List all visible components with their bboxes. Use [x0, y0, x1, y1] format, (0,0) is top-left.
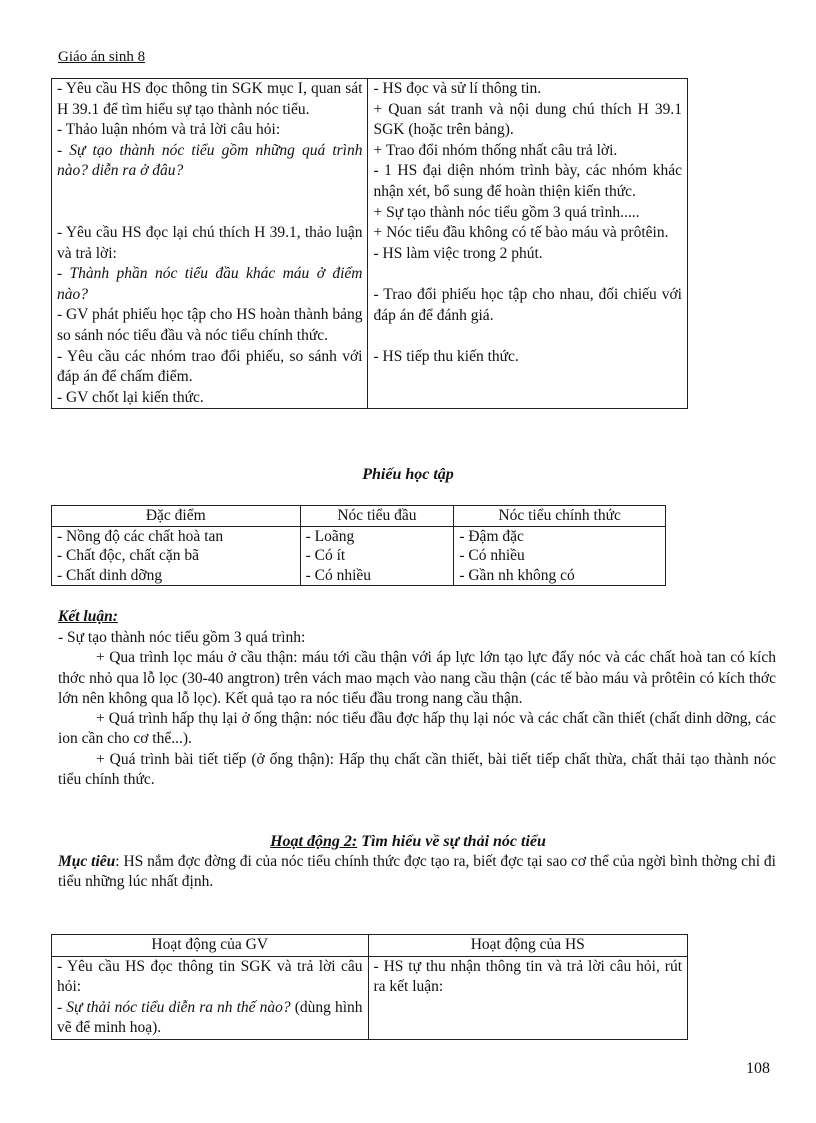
conclusion-label: Kết luận: — [58, 608, 118, 625]
hs-column — [368, 956, 688, 1039]
conclusion-item: + Quá trình hấp thụ lại ở ống thận: nóc tiểu đầu đợc hấp thụ lại nóc và các chất cần thiết (chất dinh dỡng, các ion cần cho cơ thể...). — [58, 710, 776, 748]
table-cell: - Có nhiều — [454, 546, 666, 566]
page-number: 108 — [746, 1060, 770, 1077]
hs-line: + Quan sát tranh và nội dung chú thích H 39.1 SGK (hoặc trên bảng). — [373, 100, 682, 139]
table-cell: - Đậm đặc — [454, 526, 666, 546]
worksheet-title: Phiếu học tập — [362, 466, 454, 483]
hs-line: - 1 HS đại diện nhóm trình bày, các nhóm khác nhận xét, bổ sung để hoàn thiện kiến thức. — [373, 162, 682, 200]
table-row — [52, 546, 666, 566]
gv-line: - Thảo luận nhóm và trả lời câu hỏi: — [57, 121, 281, 139]
table-cell: - Có ít — [300, 546, 454, 566]
gv-note: (dùng hình vẽ để minh hoạ). — [57, 998, 363, 1037]
hs-line: - HS đọc và sử lí thông tin. — [373, 80, 542, 97]
hs-line: - HS làm việc trong 2 phút. — [373, 244, 543, 262]
conclusion-item: + Quá trình bài tiết tiếp (ở ống thận): Hấp thụ chất cần thiết, bài tiết tiếp chất thừa, chất thải tạo thành nóc tiểu chính thức. — [58, 750, 776, 789]
activity-table-2 — [51, 934, 688, 1040]
col-header: Nóc tiểu chính thức — [454, 506, 666, 527]
objective-label: Mục tiêu — [58, 853, 116, 870]
gv-column — [52, 79, 368, 409]
hs-column — [368, 79, 688, 409]
gv-line: - Yêu cầu HS đọc lại chú thích H 39.1, thảo luận và trả lời: — [57, 223, 363, 262]
gv-line: - Yêu cầu các nhóm trao đổi phiếu, so sánh với đáp án để chấm điểm. — [57, 347, 363, 386]
conclusion-intro: - Sự tạo thành nóc tiểu gồm 3 quá trình: — [58, 629, 306, 646]
col-header: Hoạt động của HS — [368, 935, 688, 957]
objective — [58, 852, 776, 893]
activity-table-1 — [51, 78, 688, 409]
gv-question: - Sự thải nóc tiểu diễn ra nh thế nào? — [57, 998, 291, 1016]
gv-question: - Sự tạo thành nóc tiểu gồm những quá trình nào? diễn ra ở đâu? — [57, 141, 363, 180]
table-cell: - Loãng — [300, 526, 454, 546]
col-header: Hoạt động của GV — [52, 935, 369, 957]
table-cell: - Gần nh không có — [454, 566, 666, 586]
gv-column — [52, 956, 369, 1039]
table-row — [52, 566, 666, 586]
activity-2-label: Hoạt động 2: — [270, 833, 358, 850]
table-row — [52, 526, 666, 546]
conclusion-body — [58, 628, 776, 790]
hs-line: - Trao đổi phiếu học tập cho nhau, đối chiếu với đáp án để đánh giá. — [373, 285, 682, 324]
table-cell: - Có nhiều — [300, 566, 454, 586]
gv-line: - Yêu cầu HS đọc thông tin SGK và trả lời câu hỏi: — [57, 957, 363, 996]
worksheet-table — [51, 505, 666, 586]
conclusion-item: + Qua trình lọc máu ở cầu thận: máu tới cầu thận với áp lực lớn tạo lực đẩy nóc và các chất hoà tan có kích thớc nhỏ qua lỗ lọc (30-40 angtron) trên vách mao mạch vào nang cầu thận (các tế bào máu và prôtêin có kích thớc lớn nên không qua lỗ lọc). Kết quả tạo ra nóc tiểu đầu trong nang cầu thận. — [58, 649, 776, 707]
col-header: Nóc tiểu đầu — [300, 506, 454, 527]
hs-line: + Sự tạo thành nóc tiểu gồm 3 quá trình..... — [373, 203, 640, 221]
hs-line: - HS tiếp thu kiến thức. — [373, 347, 519, 365]
col-header: Đặc điểm — [52, 506, 301, 527]
gv-line: - GV chốt lại kiến thức. — [57, 388, 204, 406]
gv-question: - Thành phần nóc tiểu đầu khác máu ở điểm nào? — [57, 265, 363, 303]
table-cell: - Chất dinh dỡng — [52, 566, 301, 586]
hs-line: + Trao đổi nhóm thống nhất câu trả lời. — [373, 141, 618, 159]
gv-line: - Yêu cầu HS đọc thông tin SGK mục I, quan sát H 39.1 để tìm hiểu sự tạo thành nóc tiểu. — [57, 80, 363, 118]
activity-2-heading — [0, 833, 816, 851]
hs-line: - HS tự thu nhận thông tin và trả lời câu hỏi, rút ra kết luận: — [373, 957, 682, 996]
table-cell: - Chất độc, chất cặn bã — [52, 546, 301, 566]
objective-text: : HS nắm đợc đờng đi của nóc tiểu chính thức đợc tạo ra, biết đợc tại sao cơ thể của ngời bình thờng chỉ đi tiểu những lúc nhất định. — [58, 853, 776, 891]
page-header: Giáo án sinh 8 — [58, 49, 146, 65]
hs-line: + Nóc tiểu đầu không có tế bào máu và prôtêin. — [373, 224, 669, 242]
table-cell: - Nồng độ các chất hoà tan — [52, 526, 301, 546]
gv-line: - GV phát phiếu học tập cho HS hoàn thành bảng so sánh nóc tiểu đầu và nóc tiểu chính thức. — [57, 306, 363, 344]
activity-2-title: Tìm hiểu về sự thải nóc tiểu — [357, 833, 546, 850]
